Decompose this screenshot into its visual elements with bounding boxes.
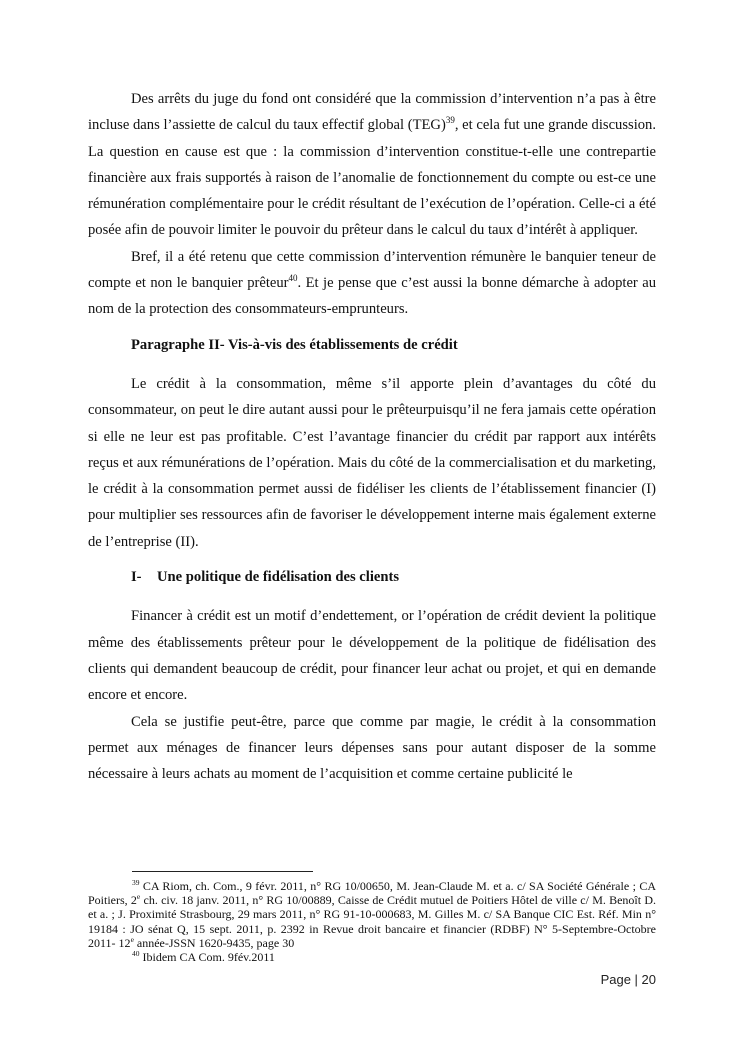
paragraph: Bref, il a été retenu que cette commission d’intervention rémunère le banquier teneur de compte et non le banquier prêteur$^{40}$. Et je pense que c’est aussi la bonne démarche à adopter au nom de la protection des consommateurs-emprunteurs. bbox=[88, 248, 657, 318]
paragraph: Cela se justifie peut-être, parce que comme par magie, le crédit à la consommation permet aux ménages de financer leurs dépenses sans pour autant disposer de la somme nécessaire à leurs achats au moment de l’acquisition et comme certaine publicité le bbox=[88, 713, 656, 783]
footnote-reference-40[interactable]: 40 bbox=[288, 273, 298, 284]
footnote-40: $^{40}$ Ibidem CA Com. 9fév.2011 bbox=[132, 949, 275, 965]
page-number: Page | 20 bbox=[600, 972, 656, 987]
section-number: I- bbox=[131, 569, 142, 586]
footnote-number: 39 bbox=[132, 878, 140, 887]
paragraph: Des arrêts du juge du fond ont considéré que la commission d’intervention n’a pas à être incluse dans l’assiette de calcul du taux effectif global (TEG)$^{39}$, et cela fut une grande discussion. La question en cause est que : la commission d’intervention constitue-t-elle une contrepartie financière aux frais supportés à raison de l’anomalie de fonctionnement du compte ou est-ce une rémunération complémentaire pour le crédit résultant de l’exécution de l’opération. Celle-ci a été posée afin de pouvoir limiter le pouvoir du prêteur dans le calcul du taux d’intérêt à appliquer. bbox=[88, 91, 656, 239]
paragraph: Le crédit à la consommation, même s’il apporte plein d’avantages du côté du consommateur, on peut le dire autant aussi pour le prêteurpuisqu’il ne fera jamais cette opération si elle ne leur est pas profitable. C’est l’avantage financier du crédit par rapport aux intérêts reçus et aux rémunérations de l’opération. Mais du côté de la commercialisation et du marketing, le crédit à la consommation permet aussi de fidéliser les clients de l’établissement financier (I) pour multiplier ses ressources afin de favoriser le développement interne mais également externe de l’entreprise (II). bbox=[88, 375, 656, 550]
footnotes bbox=[88, 879, 656, 964]
body-text bbox=[88, 86, 656, 787]
section-heading-i bbox=[88, 564, 656, 590]
footnote-separator bbox=[132, 871, 313, 872]
paragraph: Financer à crédit est un motif d’endettement, or l’opération de crédit devient la politique même des établissements prêteur pour le développement de la politique de fidélisation des clients qui demandent beaucoup de crédit, pour financer leur achat ou projet, et qui en demande encore et encore. bbox=[88, 608, 656, 704]
section-title: Une politique de fidélisation des clients bbox=[157, 569, 400, 586]
footnote-reference-39[interactable]: 39 bbox=[445, 115, 455, 126]
footnote-number: 40 bbox=[132, 949, 140, 959]
footnote-39: $^{39}$ CA Riom, ch. Com., 9 févr. 2011, n° RG 10/00650, M. Jean-Claude M. et a. c/ SA Société Générale ; CA Poitiers, 2e ch. civ. 18 janv. 2011, n° RG 10/00889, Caisse de Crédit mutuel de Poitiers Hôtel de ville c/ M. Benoît D. et a. ; J. Proximité Strasbourg, 29 mars 2011, n° RG 91-10-000683, M. Gilles M. c/ SA Banque CIC Est. Réf. Min n° 19184 : JO sénat Q, 15 sept. 2011, p. 2392 in Revue droit bancaire et financier (RDBF) N° 5-Septembre-Octobre 2011- 12e année-JSSN 1620-9435, page 30 bbox=[88, 878, 657, 950]
section-heading-paragraphe-ii: Paragraphe II- Vis-à-vis des établissements de crédit bbox=[131, 336, 458, 353]
